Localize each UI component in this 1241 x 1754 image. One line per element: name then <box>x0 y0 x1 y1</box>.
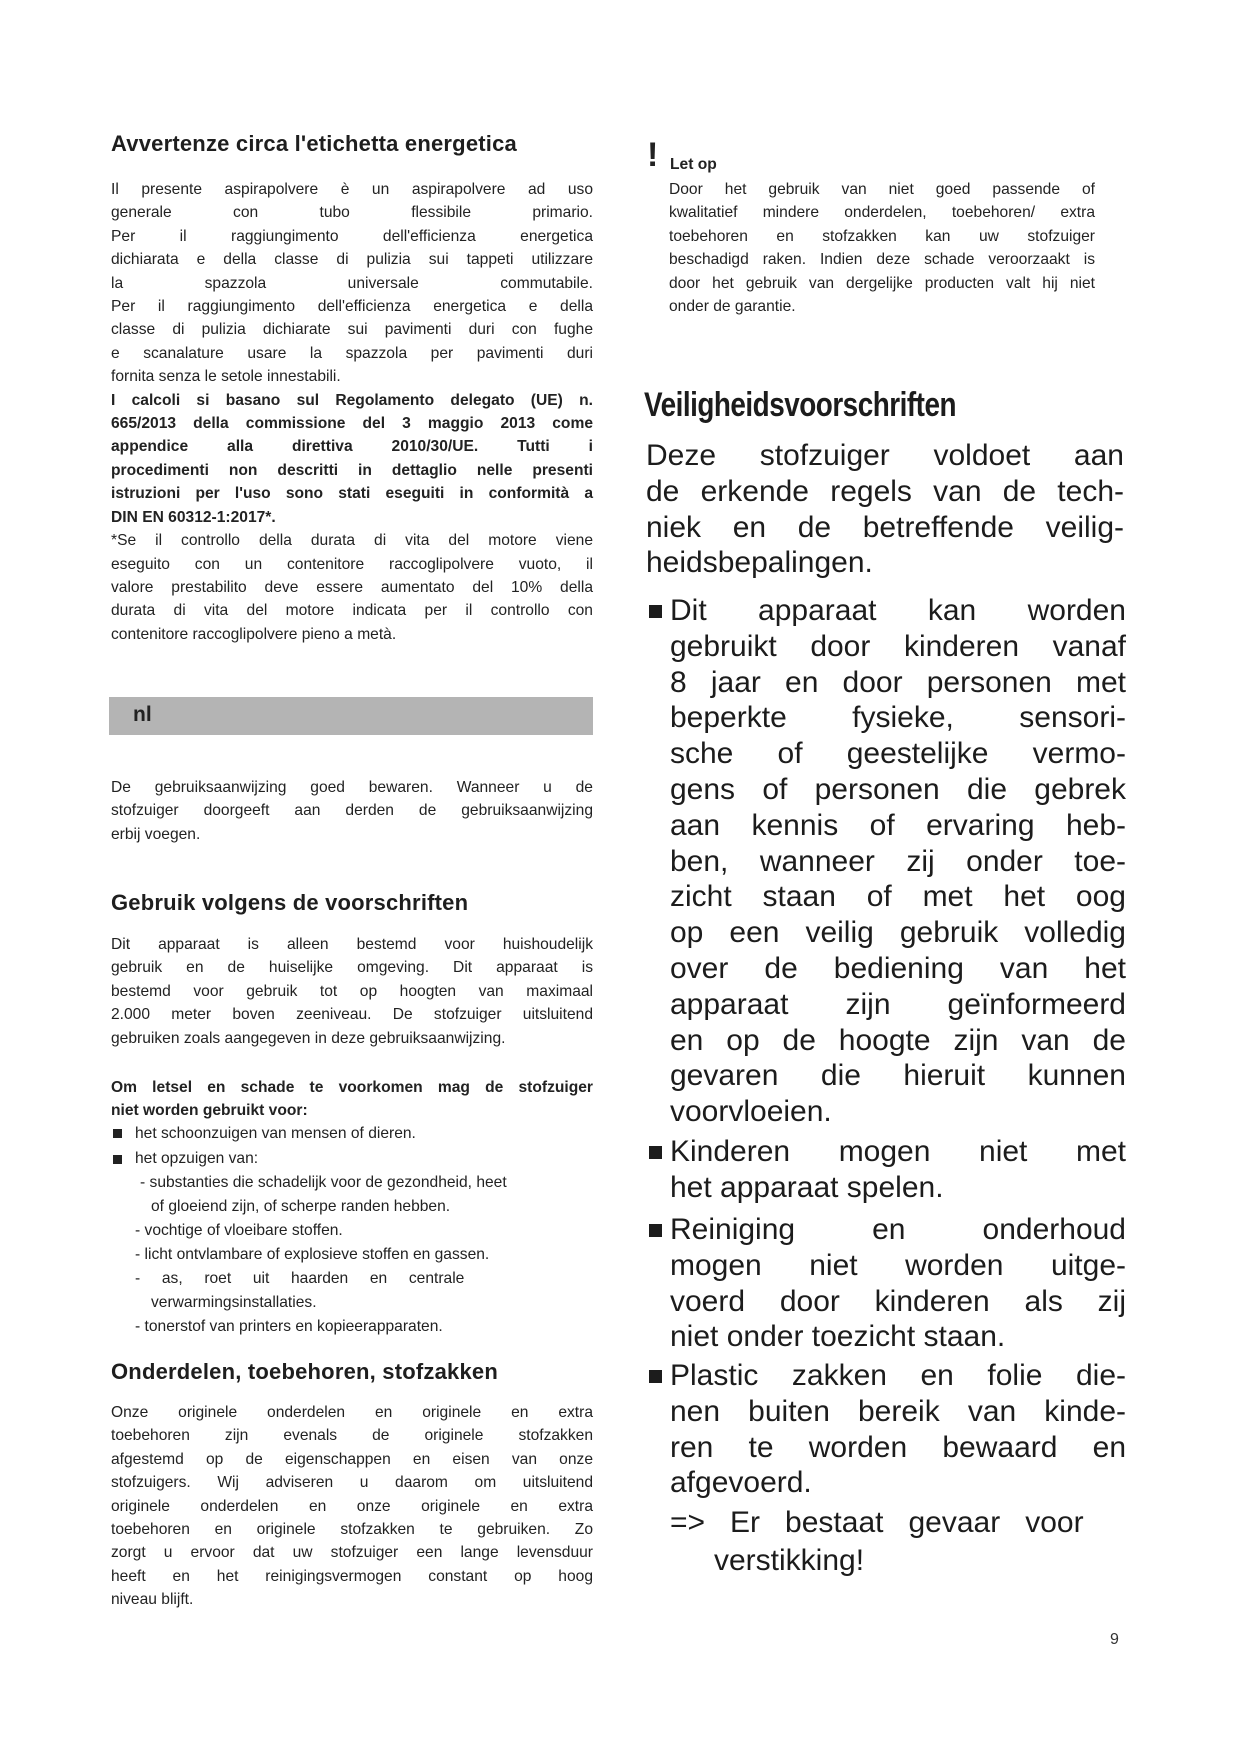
text-line: I calcoli si basano sul Regolamento delegato (UE) n. <box>111 391 593 409</box>
energy-regulation-paragraph <box>111 389 593 529</box>
bullet-square-icon <box>649 1224 662 1237</box>
bullet-square-icon <box>113 1129 122 1138</box>
keep-manual-paragraph <box>111 776 593 846</box>
bullet-square-icon <box>113 1155 122 1164</box>
text-line: en op de hoogte zijn van de <box>670 1023 1126 1057</box>
text-line: eseguito con un contenitore raccoglipolvere vuoto, il <box>111 555 593 573</box>
text-line: Dit apparaat kan worden <box>670 594 1126 627</box>
text-line: gebruik en de huiselijke omgeving. Dit apparaat is <box>111 959 593 977</box>
text-line: onder de garantie. <box>669 298 796 316</box>
text-line: afgevoerd. <box>670 1466 812 1500</box>
text-line: istruzioni per l'uso sono stati eseguiti in conformità a <box>111 485 593 503</box>
text-line: niet onder toezicht staan. <box>670 1320 1006 1354</box>
text-line: Om letsel en schade te voorkomen mag de stofzuiger <box>111 1079 593 1096</box>
text-line: door het gebruik van dergelijke producten valt hij niet <box>669 274 1095 292</box>
text-line: Per il raggiungimento dell'efficienza energetica e della <box>111 298 593 316</box>
sub-list-item: - vochtige of vloeibare stoffen. <box>135 1222 343 1239</box>
text-line: Kinderen mogen niet met <box>670 1135 1126 1168</box>
text-line: heidsbepalingen. <box>646 546 873 580</box>
text-line: 8 jaar en door personen met <box>670 665 1126 699</box>
text-line: op een veilig gebruik volledig <box>670 916 1126 950</box>
text-line: fornita senza le setole innestabili. <box>111 368 341 386</box>
text-line: gebruikt door kinderen vanaf <box>670 629 1126 663</box>
text-line: zicht staan of met het oog <box>670 880 1126 914</box>
energy-footnote-paragraph <box>111 529 593 646</box>
list-item: het schoonzuigen van mensen of dieren. <box>135 1125 416 1142</box>
text-line: niveau blijft. <box>111 1591 194 1609</box>
text-line: voorvloeien. <box>670 1095 832 1129</box>
text-line: gevaren die hieruit kunnen <box>670 1059 1126 1093</box>
sub-list-item: - licht ontvlambare of explosieve stoffen en gassen. <box>135 1246 490 1263</box>
text-line: DIN EN 60312-1:2017*. <box>111 508 276 526</box>
text-line: gens of personen die gebrek <box>670 772 1126 806</box>
text-line: dichiarata e della classe di pulizia sui tappeti utilizzare <box>111 251 593 269</box>
text-line: gebruiken zoals aangegeven in deze gebruiksaanwijzing. <box>111 1029 506 1047</box>
text-line: valore prestabilito deve essere aumentato del 10% della <box>111 578 593 596</box>
text-line: erbij voegen. <box>111 825 201 843</box>
text-line: Door het gebruik van niet goed passende of <box>669 181 1095 198</box>
suffocation-warning-cont: verstikking! <box>714 1544 865 1577</box>
energy-label-heading: Avvertenze circa l'etichetta energetica <box>111 131 517 156</box>
text-line: Deze stofzuiger voldoet aan <box>646 439 1124 472</box>
parts-paragraph <box>111 1401 593 1612</box>
text-line: Reiniging en onderhoud <box>670 1213 1126 1246</box>
energy-label-text <box>111 178 593 646</box>
text-line: nen buiten bereik van kinde- <box>670 1394 1126 1428</box>
text-line: niek en de betreffende veilig- <box>646 510 1124 544</box>
text-line: afgestemd op de eigenschappen en eisen van onze <box>111 1450 593 1468</box>
text-line: toebehoren zijn evenals de originele stofzakken <box>111 1427 593 1445</box>
text-line: heeft en het reinigingsvermogen constant op hoog <box>111 1567 593 1585</box>
text-line: toebehoren en stofzakken kan uw stofzuiger <box>669 227 1095 245</box>
bullet-square-icon <box>649 605 662 618</box>
warning-title: Let op <box>670 156 717 173</box>
text-line: originele onderdelen en onze originele en extra <box>111 1497 593 1515</box>
text-line: zorgt u ervoor dat uw stofzuiger een lange levensduur <box>111 1544 593 1562</box>
text-line: generale con tubo flessibile primario. <box>111 204 593 222</box>
text-line: Il presente aspirapolvere è un aspirapolvere ad uso <box>111 181 593 198</box>
text-line: appendice alla direttiva 2010/30/UE. Tutti i <box>111 438 593 456</box>
text-line: Dit apparaat is alleen bestemd voor huishoudelijk <box>111 936 593 953</box>
safety-bullet-cleaning <box>670 1212 1126 1355</box>
text-line: durata di vita del motore indicata per il controllo con <box>111 602 593 620</box>
text-line: ben, wanneer zij onder toe- <box>670 844 1126 878</box>
text-line: toebehoren en originele stofzakken te gebruiken. Zo <box>111 1521 593 1539</box>
text-line: classe di pulizia dichiarate sui pavimenti duri con fughe <box>111 321 593 339</box>
text-line: e scanalature usare la spazzola per pavimenti duri <box>111 344 593 362</box>
safety-intro-paragraph <box>646 438 1124 581</box>
energy-intro-paragraph <box>111 178 593 389</box>
parts-heading: Onderdelen, toebehoren, stofzakken <box>111 1359 498 1384</box>
text-line: voerd door kinderen als zij <box>670 1284 1126 1318</box>
text-line: mogen niet worden uitge- <box>670 1248 1126 1282</box>
text-line: 2.000 meter boven zeeniveau. De stofzuiger uitsluitend <box>111 1006 593 1024</box>
text-line: stofzuiger doorgeeft aan derden de gebruiksaanwijzing <box>111 802 593 820</box>
safety-bullet-plastic <box>670 1358 1126 1501</box>
warning-icon: ! <box>647 136 659 174</box>
sub-list-item: - tonerstof van printers en kopieerapparaten. <box>135 1318 443 1335</box>
prevent-paragraph <box>111 1076 593 1123</box>
text-line: het apparaat spelen. <box>670 1170 944 1204</box>
text-line: procedimenti non descritti in dettaglio nelle presenti <box>111 461 593 479</box>
sub-list-item: - substanties die schadelijk voor de gezondheid, heet <box>140 1174 507 1191</box>
text-line: beperkte fysieke, sensori- <box>670 701 1126 735</box>
text-line: *Se il controllo della durata di vita del motore viene <box>111 532 593 550</box>
text-line: Per il raggiungimento dell'efficienza energetica <box>111 227 593 245</box>
text-line: Plastic zakken en folie die- <box>670 1359 1126 1392</box>
safety-heading: Veiligheidsvoorschriften <box>644 386 957 424</box>
list-item: het opzuigen van: <box>135 1150 259 1167</box>
safety-bullet-play <box>670 1134 1126 1206</box>
suffocation-warning: => Er bestaat gevaar voor <box>670 1506 1084 1539</box>
text-line: stofzuigers. Wij adviseren u daarom om uitsluitend <box>111 1474 593 1492</box>
sub-list-item-cont: of gloeiend zijn, of scherpe randen hebben. <box>151 1198 451 1215</box>
text-line: contenitore raccoglipolvere pieno a metà. <box>111 625 397 643</box>
prohibited-uses-list <box>111 1122 631 1336</box>
sub-list-item: - as, roet uit haarden en centrale <box>135 1270 465 1287</box>
text-line: ren te worden bewaard en <box>670 1430 1126 1464</box>
text-line: De gebruiksaanwijzing goed bewaren. Wanneer u de <box>111 779 593 796</box>
text-line: over de bediening van het <box>670 951 1126 985</box>
text-line: de erkende regels van de tech- <box>646 474 1124 508</box>
text-line: aan kennis of ervaring heb- <box>670 808 1126 842</box>
bullet-square-icon <box>649 1370 662 1383</box>
page-number: 9 <box>1110 1631 1119 1648</box>
text-line: kwalitatief mindere onderdelen, toebehoren/ extra <box>669 204 1095 222</box>
safety-bullet-children <box>670 593 1126 1130</box>
language-section-bar <box>109 697 593 735</box>
text-line: bestemd voor gebruik tot op hoogten van maximaal <box>111 982 593 1000</box>
warning-paragraph <box>669 178 1095 318</box>
text-line: apparaat zijn geïnformeerd <box>670 987 1126 1021</box>
usage-heading: Gebruik volgens de voorschriften <box>111 890 469 915</box>
text-line: beschadigd raken. Indien deze schade veroorzaakt is <box>669 251 1095 269</box>
text-line: sche of geestelijke vermo- <box>670 737 1126 771</box>
usage-paragraph <box>111 933 593 1050</box>
sub-list-item-cont: verwarmingsinstallaties. <box>151 1294 317 1311</box>
text-line: Onze originele onderdelen en originele en extra <box>111 1404 593 1421</box>
text-line: niet worden gebruikt voor: <box>111 1102 308 1120</box>
text-line: la spazzola universale commutabile. <box>111 274 593 292</box>
language-label: nl <box>133 703 152 726</box>
text-line: 665/2013 della commissione del 3 maggio 2013 come <box>111 415 593 433</box>
bullet-square-icon <box>649 1146 662 1159</box>
